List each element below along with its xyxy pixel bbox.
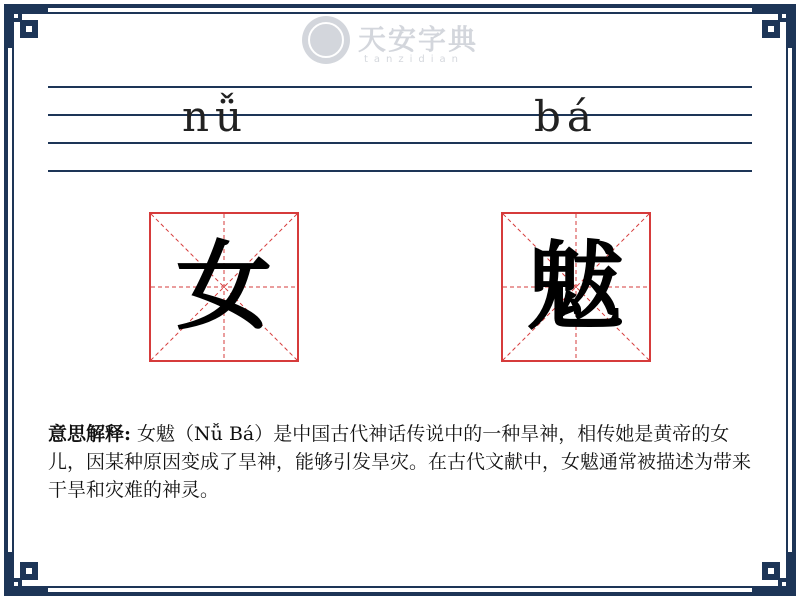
tianzige-box-2 [501, 212, 651, 362]
logo-emblem-icon [302, 16, 350, 64]
corner-ornament-icon [750, 550, 796, 596]
logo-subtitle: tanzidian [364, 54, 465, 65]
site-logo [302, 14, 502, 68]
tianzige-box-1 [149, 212, 299, 362]
meaning-text: 女魃（Nǚ Bá）是中国古代神话传说中的一种旱神，相传她是黄帝的女儿，因某种原因变成了旱神，能够引发旱灾。在古代文献中，女魃通常被描述为带来干旱和灾难的神灵。 [48, 423, 752, 501]
pinyin-syllable-1: nǚ [182, 92, 249, 141]
hanzi-character-2: 魃 [528, 230, 624, 343]
meaning-paragraph [48, 420, 752, 504]
corner-ornament-icon [4, 550, 50, 596]
corner-ornament-icon [4, 4, 50, 50]
logo-title: 天安字典 [358, 23, 479, 56]
hanzi-character-1: 女 [176, 230, 272, 343]
corner-ornament-icon [750, 4, 796, 50]
meaning-label: 意思解释: [48, 423, 132, 445]
pinyin-syllable-2: bá [534, 92, 598, 141]
pinyin-ruled-lines [48, 86, 752, 174]
